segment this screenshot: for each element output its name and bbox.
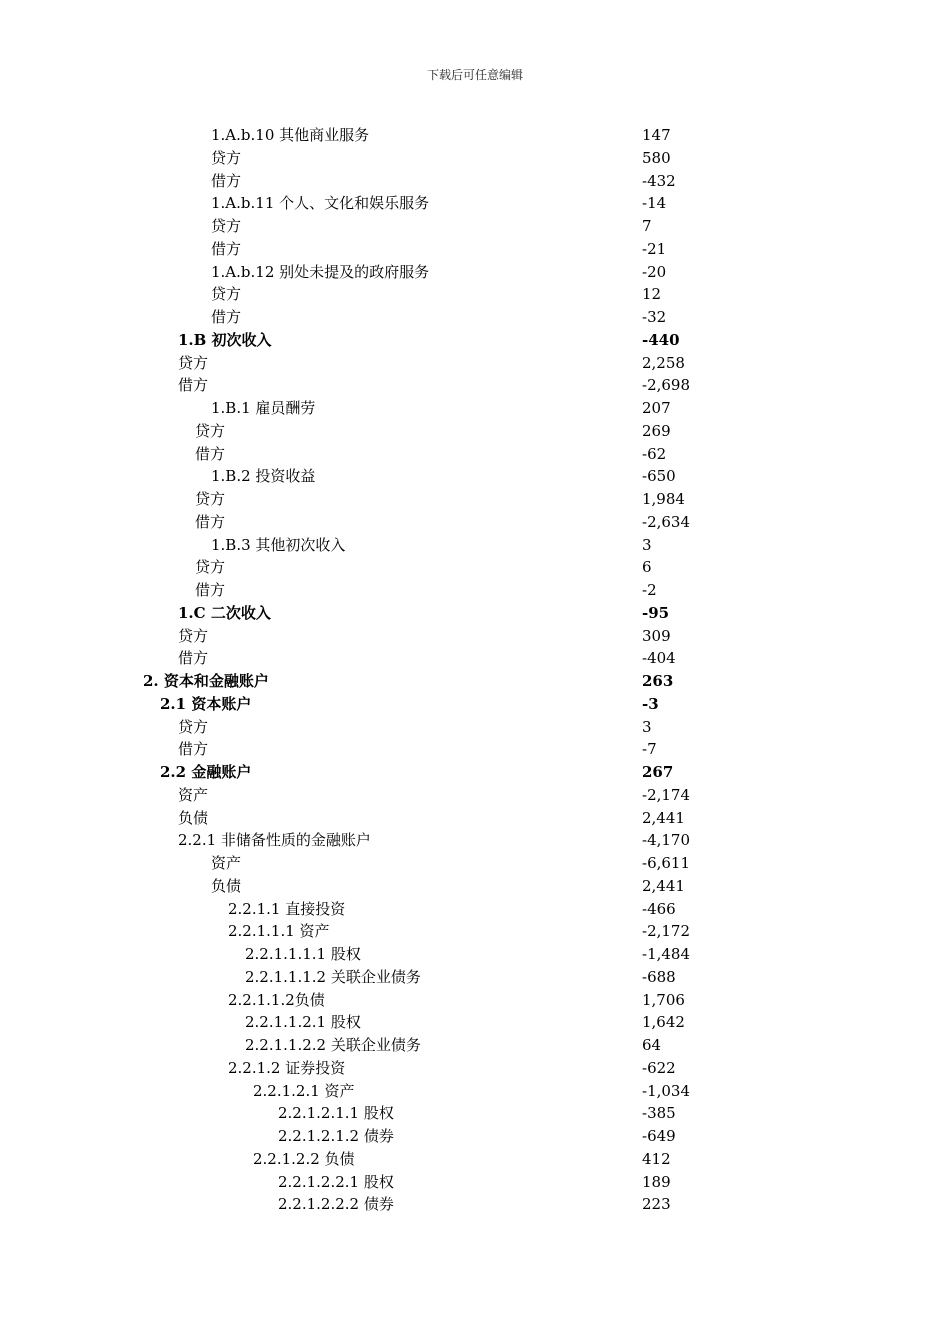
table-row <box>0 625 950 648</box>
table-row <box>0 693 950 716</box>
row-value: -32 <box>642 308 667 326</box>
row-value: 64 <box>642 1036 662 1054</box>
table-row <box>0 556 950 579</box>
table-row <box>0 147 950 170</box>
table-row <box>0 352 950 375</box>
row-value: 223 <box>642 1195 671 1214</box>
row-value: -3 <box>642 694 659 713</box>
table-row <box>0 852 950 875</box>
row-label: 贷方 <box>178 626 209 645</box>
row-value: -440 <box>642 330 680 349</box>
row-value: 1,706 <box>642 990 685 1009</box>
row-value: 2,441 <box>642 808 685 827</box>
row-value: -2,174 <box>642 785 691 804</box>
row-value: 1,984 <box>642 490 685 508</box>
row-label: 借方 <box>211 171 242 190</box>
row-value: -7 <box>642 740 657 759</box>
table-row <box>0 124 950 147</box>
table-row <box>0 283 950 306</box>
row-value: -404 <box>642 649 676 668</box>
table-row <box>0 261 950 284</box>
table-row <box>0 420 950 443</box>
row-value: 12 <box>642 285 662 304</box>
row-label: 借方 <box>195 581 226 599</box>
row-label: 贷方 <box>195 490 226 508</box>
table-row <box>0 1102 950 1125</box>
row-label: 1.B.3 其他初次收入 <box>211 535 346 554</box>
table-row <box>0 807 950 830</box>
row-label: 2.2.1.2.1.2 债券 <box>278 1127 394 1145</box>
row-value: 2,258 <box>642 353 685 372</box>
table-row <box>0 943 950 966</box>
table-row <box>0 329 950 352</box>
row-value: 263 <box>642 672 674 690</box>
row-label: 借方 <box>195 512 226 531</box>
row-label: 2.2.1.1.1 资产 <box>228 922 330 941</box>
row-value: -385 <box>642 1104 676 1123</box>
table-row <box>0 579 950 602</box>
table-row <box>0 1193 950 1216</box>
row-value: -2,634 <box>642 512 691 531</box>
row-value: 189 <box>642 1172 671 1191</box>
table-row <box>0 1080 950 1103</box>
row-value: -1,484 <box>642 945 691 963</box>
row-label: 1.A.b.10 其他商业服务 <box>211 126 370 144</box>
table-row <box>0 761 950 784</box>
table-row <box>0 875 950 898</box>
row-value: 412 <box>642 1149 671 1168</box>
row-label: 2.2.1.2.1.1 股权 <box>278 1104 394 1123</box>
table-row <box>0 534 950 557</box>
row-value: 3 <box>642 535 652 554</box>
row-value: 147 <box>642 126 671 144</box>
table-row <box>0 443 950 466</box>
table-row <box>0 465 950 488</box>
row-label: 借方 <box>178 649 209 668</box>
row-label: 2.2.1.1.2.1 股权 <box>245 1013 361 1032</box>
row-value: 1,642 <box>642 1013 685 1032</box>
row-value: -62 <box>642 444 667 463</box>
row-label: 2.2.1.1.2负债 <box>228 990 325 1009</box>
row-label: 2.2.1.1.2.2 关联企业债务 <box>245 1036 421 1054</box>
row-value: -649 <box>642 1127 676 1145</box>
row-label: 贷方 <box>211 148 242 167</box>
table-row <box>0 1057 950 1080</box>
row-value: -466 <box>642 899 676 918</box>
row-label: 贷方 <box>178 353 209 372</box>
row-label: 借方 <box>211 308 242 326</box>
row-value: -622 <box>642 1058 676 1077</box>
table-row <box>0 1171 950 1194</box>
table-row <box>0 716 950 739</box>
table-row <box>0 1034 950 1057</box>
row-value: -688 <box>642 967 676 986</box>
row-label: 负债 <box>178 808 209 827</box>
row-value: 580 <box>642 148 671 167</box>
row-label: 2.2.1.2.2.2 债券 <box>278 1195 394 1214</box>
table-row <box>0 1125 950 1148</box>
balance-table <box>0 124 950 1216</box>
row-label: 2.2 金融账户 <box>160 763 252 781</box>
table-row <box>0 238 950 261</box>
row-label: 1.B.1 雇员酬劳 <box>211 399 316 417</box>
row-value: -1,034 <box>642 1081 691 1100</box>
row-label: 2.1 资本账户 <box>160 694 252 713</box>
row-label: 1.A.b.11 个人、文化和娱乐服务 <box>211 194 430 213</box>
row-label: 贷方 <box>195 558 226 577</box>
table-row <box>0 602 950 625</box>
row-label: 2.2.1.2.2.1 股权 <box>278 1172 394 1191</box>
table-row <box>0 511 950 534</box>
row-label: 贷方 <box>195 421 226 440</box>
table-row <box>0 374 950 397</box>
row-label: 1.A.b.12 别处未提及的政府服务 <box>211 262 430 281</box>
row-value: 3 <box>642 717 652 736</box>
row-label: 1.C 二次收入 <box>178 603 271 622</box>
row-value: 309 <box>642 626 671 645</box>
table-row <box>0 306 950 329</box>
table-row <box>0 488 950 511</box>
row-label: 借方 <box>178 740 209 759</box>
row-label: 1.B.2 投资收益 <box>211 467 316 486</box>
row-value: 7 <box>642 217 652 235</box>
row-label: 负债 <box>211 876 242 895</box>
row-value: -21 <box>642 239 667 258</box>
row-value: -6,611 <box>642 854 691 872</box>
table-row <box>0 920 950 943</box>
row-label: 2.2.1.1 直接投资 <box>228 899 346 918</box>
row-value: -2,698 <box>642 376 691 395</box>
table-row <box>0 784 950 807</box>
table-row <box>0 898 950 921</box>
row-label: 资产 <box>178 785 209 804</box>
table-row <box>0 670 950 693</box>
row-value: -14 <box>642 194 667 213</box>
row-value: -20 <box>642 262 667 281</box>
row-label: 1.B 初次收入 <box>178 330 272 349</box>
row-label: 2.2.1.2.1 资产 <box>253 1081 355 1100</box>
row-label: 借方 <box>211 239 242 258</box>
table-row <box>0 989 950 1012</box>
row-label: 2.2.1 非储备性质的金融账户 <box>178 831 371 850</box>
table-row <box>0 738 950 761</box>
table-row <box>0 170 950 193</box>
table-row <box>0 397 950 420</box>
row-value: 2,441 <box>642 876 685 895</box>
table-row <box>0 966 950 989</box>
table-row <box>0 215 950 238</box>
row-label: 借方 <box>178 376 209 395</box>
row-label: 2.2.1.1.1.1 股权 <box>245 945 361 963</box>
row-value: 207 <box>642 399 671 417</box>
table-row <box>0 829 950 852</box>
row-label: 贷方 <box>211 217 242 235</box>
row-label: 2.2.1.2.2 负债 <box>253 1149 355 1168</box>
row-value: -95 <box>642 603 670 622</box>
table-row <box>0 647 950 670</box>
row-label: 贷方 <box>211 285 242 304</box>
row-value: -2,172 <box>642 922 691 941</box>
row-label: 2.2.1.1.1.2 关联企业债务 <box>245 967 421 986</box>
table-row <box>0 1148 950 1171</box>
table-row <box>0 1011 950 1034</box>
row-value: -650 <box>642 467 676 486</box>
row-label: 借方 <box>195 444 226 463</box>
row-value: -432 <box>642 171 676 190</box>
row-label: 2.2.1.2 证券投资 <box>228 1058 346 1077</box>
row-label: 贷方 <box>178 717 209 736</box>
row-label: 2. 资本和金融账户 <box>143 672 269 690</box>
row-value: -4,170 <box>642 831 691 850</box>
row-value: 267 <box>642 763 674 781</box>
row-label: 资产 <box>211 854 242 872</box>
table-row <box>0 192 950 215</box>
row-value: 269 <box>642 421 671 440</box>
row-value: 6 <box>642 558 652 577</box>
row-value: -2 <box>642 581 657 599</box>
page-header: 下载后可任意编辑 <box>426 68 523 82</box>
